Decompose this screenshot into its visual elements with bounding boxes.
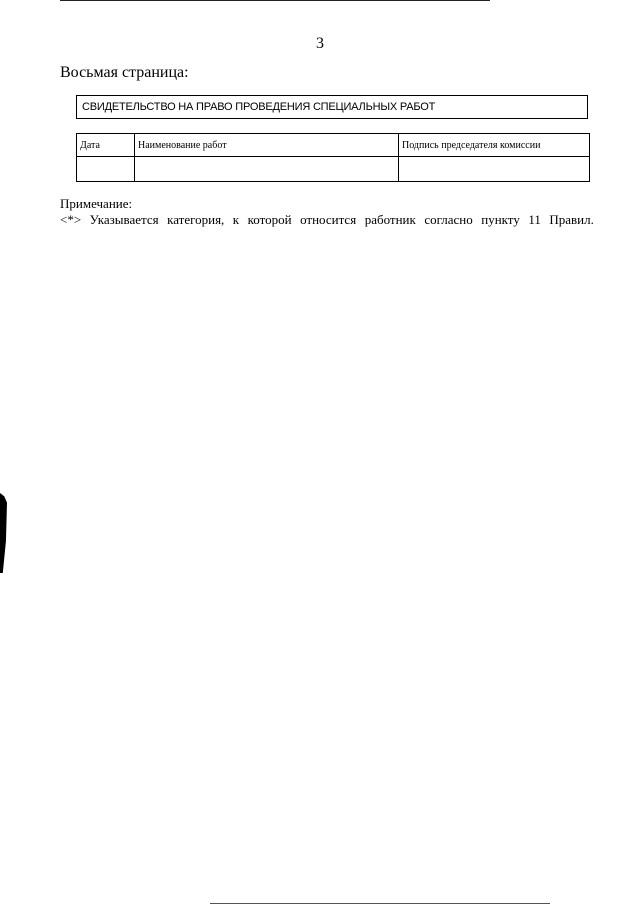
note-word: 11 <box>528 212 541 227</box>
note-text <box>60 212 594 228</box>
scan-binding-mark <box>0 493 7 573</box>
note-word: работник <box>364 212 416 227</box>
cell-chairman-signature <box>399 157 590 182</box>
note-word: относится <box>300 212 357 227</box>
header-chairman-signature: Подпись председателя комиссии <box>399 134 590 157</box>
works-table <box>76 133 590 182</box>
note-word: Правил. <box>549 212 594 227</box>
cell-date <box>77 157 135 182</box>
header-date: Дата <box>77 134 135 157</box>
table-header-row <box>77 134 590 157</box>
scan-bottom-edge <box>210 903 550 904</box>
note-word: которой <box>247 212 292 227</box>
header-work-name: Наименование работ <box>135 134 399 157</box>
cell-work-name <box>135 157 399 182</box>
note-word: категория, <box>167 212 225 227</box>
note-word: согласно <box>424 212 473 227</box>
note-word: Указывается <box>89 212 159 227</box>
note-label: Примечание: <box>60 196 133 211</box>
page-number: 3 <box>316 35 324 52</box>
certificate-title-box <box>76 95 588 119</box>
table-row <box>77 157 590 182</box>
note-marker: <*> <box>60 212 82 227</box>
section-title: Восьмая страница: <box>60 64 189 81</box>
note-word: пункту <box>481 212 520 227</box>
scan-top-edge <box>60 0 490 1</box>
certificate-title: СВИДЕТЕЛЬСТВО НА ПРАВО ПРОВЕДЕНИЯ СПЕЦИАЛЬНЫХ РАБОТ <box>82 101 436 113</box>
note-word: к <box>232 212 240 227</box>
